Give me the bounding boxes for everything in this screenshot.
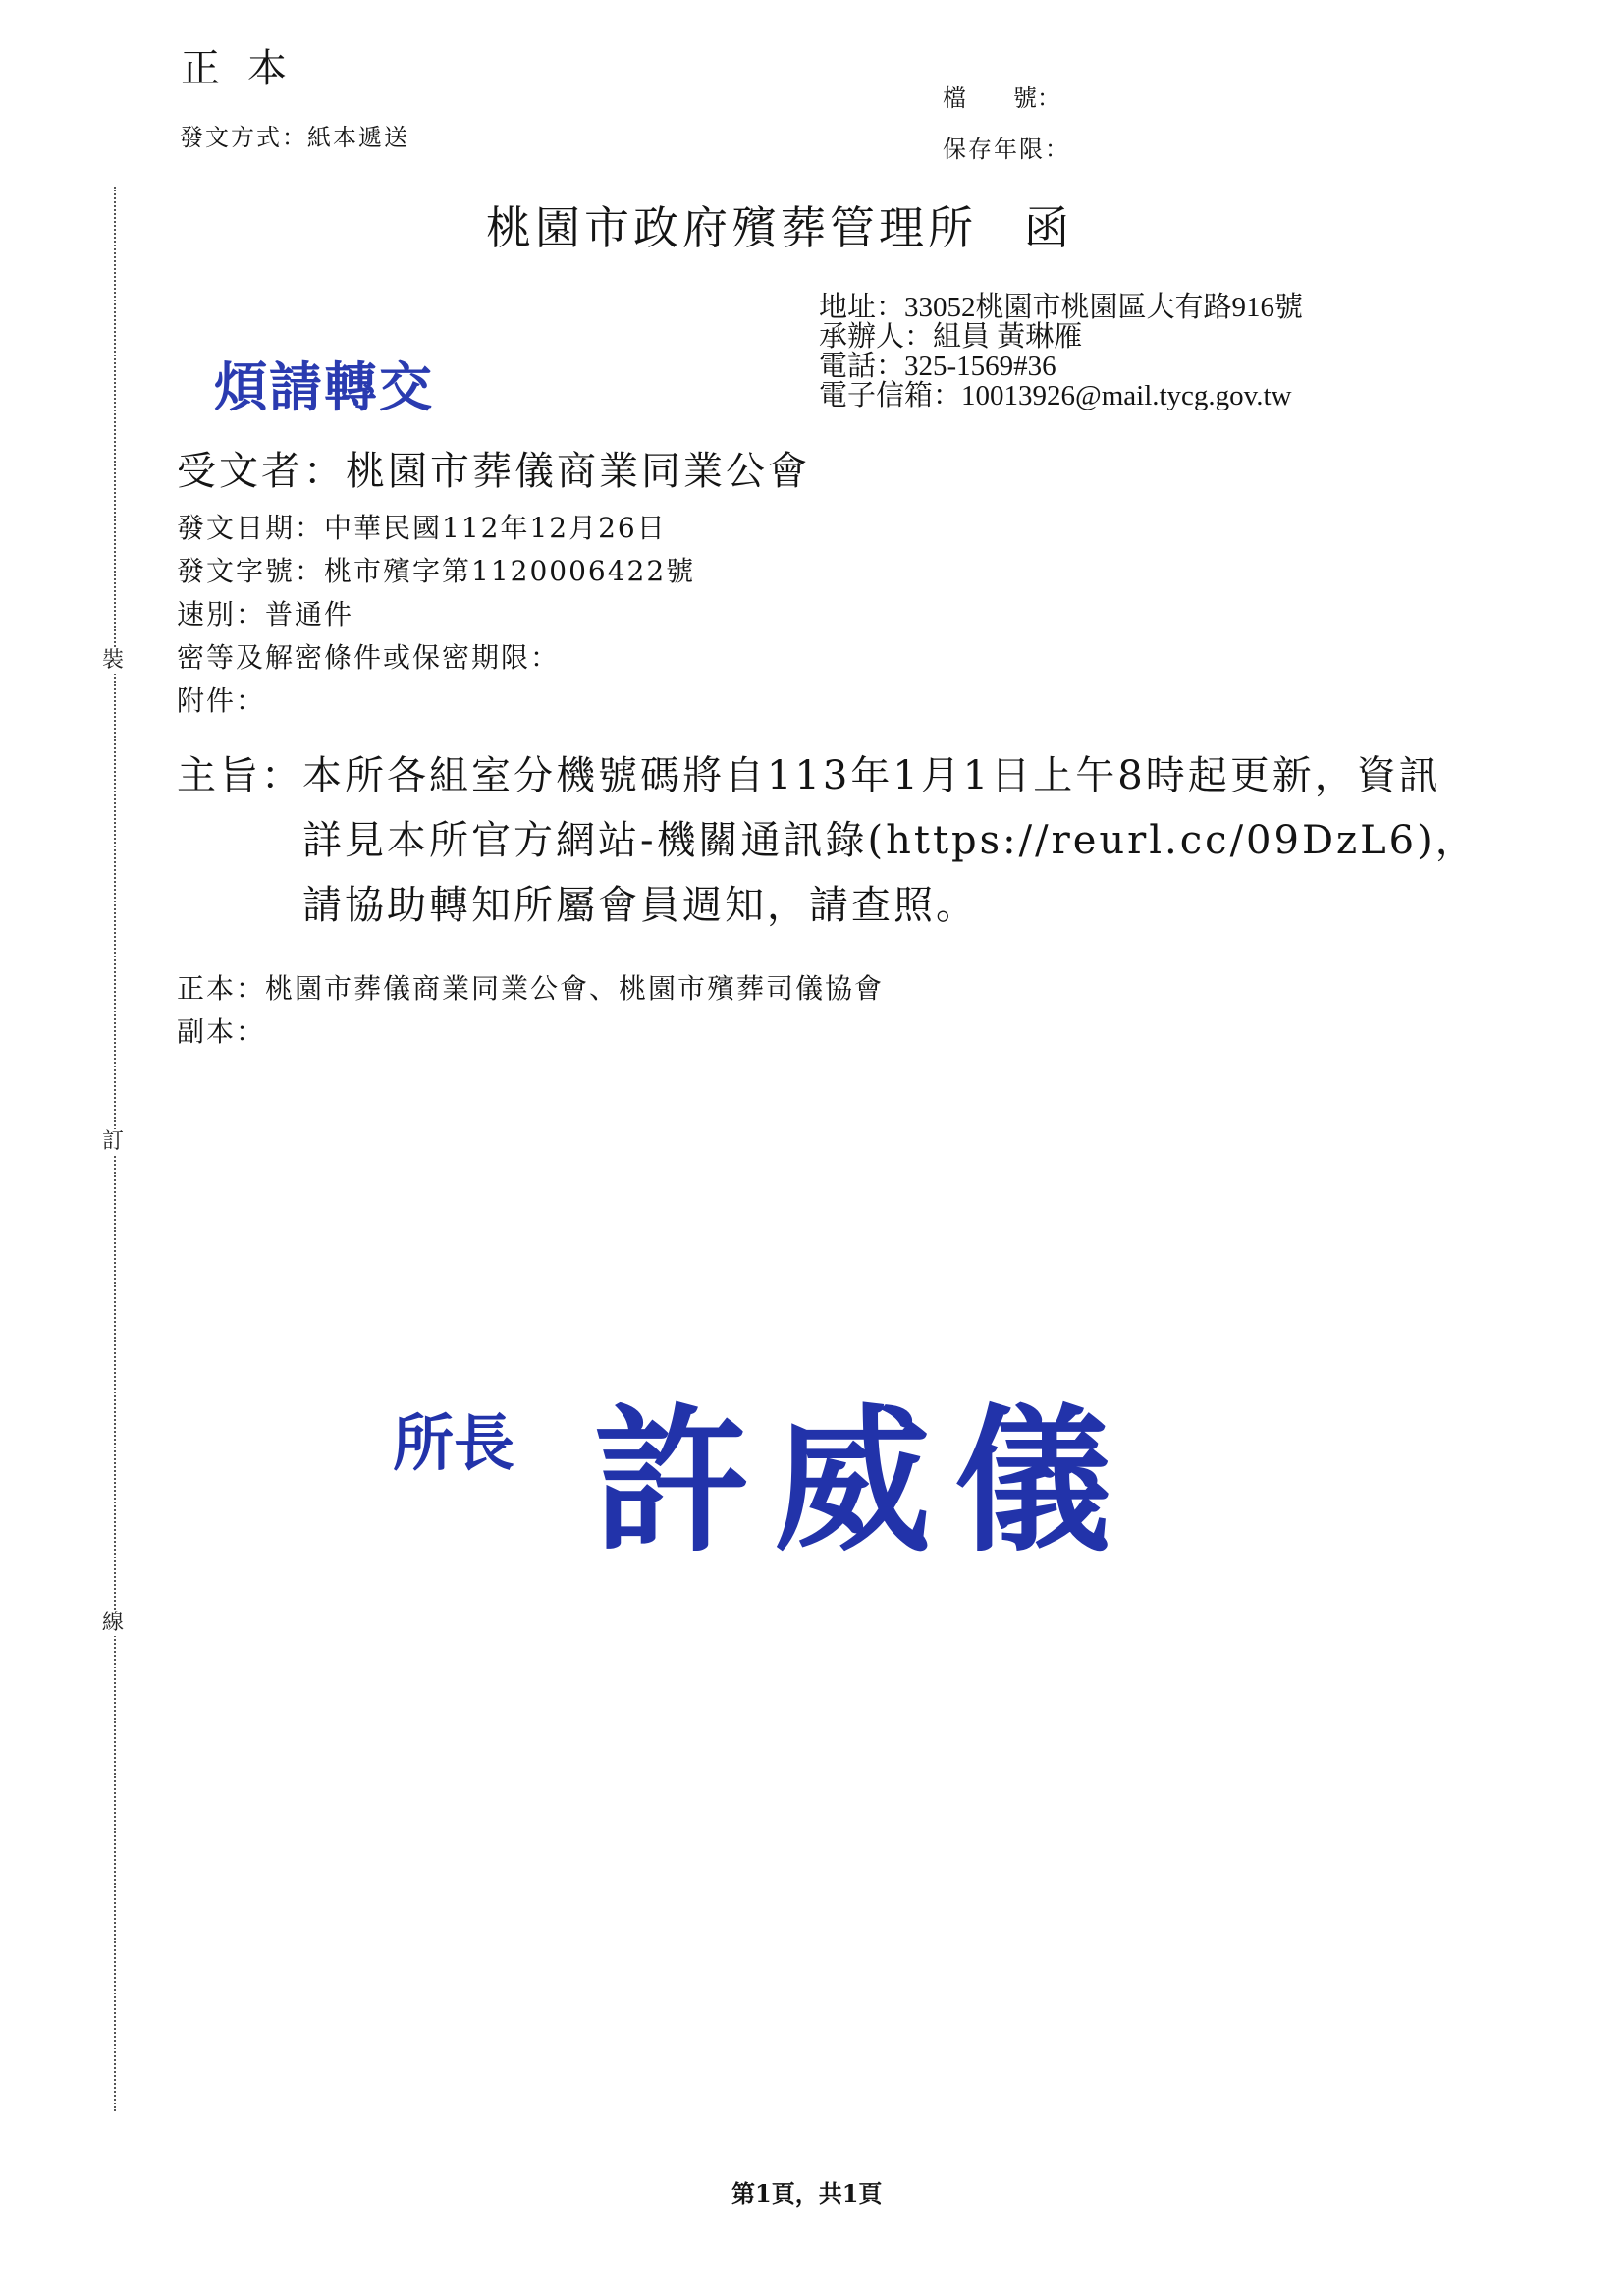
document-number: 發文字號：桃市殯字第1120006422號 bbox=[177, 555, 696, 587]
contact-phone: 電話：325-1569#36 bbox=[819, 351, 1056, 382]
binding-mark-ding: 訂 bbox=[102, 1129, 125, 1154]
copy-type-label: 正本 bbox=[181, 46, 314, 91]
document-title bbox=[486, 192, 1073, 257]
retention-period-label: 保存年限： bbox=[943, 136, 1070, 163]
issue-date: 發文日期：中華民國112年12月26日 bbox=[177, 512, 667, 544]
secrecy-terms: 密等及解密條件或保密期限： bbox=[177, 641, 561, 674]
contact-address: 地址：33052桃園市桃園區大有路916號 bbox=[819, 292, 1304, 323]
recipient: 受文者：桃園市葬儀商業同業公會 bbox=[177, 449, 810, 494]
main-recipients: 正本：桃園市葬儀商業同業公會、桃園市殯葬司儀協會 bbox=[177, 972, 885, 1005]
contact-email: 電子信箱：10013926@mail.tycg.gov.tw bbox=[819, 380, 1292, 411]
binding-mark-xian: 線 bbox=[102, 1611, 125, 1635]
agency-name: 桃園市政府殯葬管理所 bbox=[486, 201, 977, 254]
attachments: 附件： bbox=[177, 684, 266, 717]
send-method: 發文方式：紙本遞送 bbox=[180, 124, 409, 151]
cc-recipients: 副本： bbox=[177, 1015, 266, 1048]
signature-name-stamp: 許威儀 bbox=[593, 1390, 1136, 1573]
forward-request-stamp: 煩請轉交 bbox=[214, 356, 434, 418]
signature-role-stamp: 所長 bbox=[393, 1407, 515, 1479]
delivery-speed: 速別：普通件 bbox=[177, 598, 354, 630]
subject-label: 主旨： bbox=[177, 753, 303, 798]
document-type: 函 bbox=[1024, 201, 1073, 254]
page-number: 第1頁，共1頁 bbox=[731, 2179, 883, 2208]
binding-mark-zhuang: 裝 bbox=[102, 648, 125, 673]
contact-handler: 承辦人：組員 黃琳雁 bbox=[819, 321, 1083, 353]
file-number-label: 檔 號： bbox=[943, 84, 1060, 112]
subject-text: 本所各組室分機號碼將自113年1月1日上午8時起更新，資訊詳見本所官方網站-機關通訊錄(https://reurl.cc/09DzL6)，請協助轉知所屬會員週知，請查照。 bbox=[302, 753, 1478, 928]
